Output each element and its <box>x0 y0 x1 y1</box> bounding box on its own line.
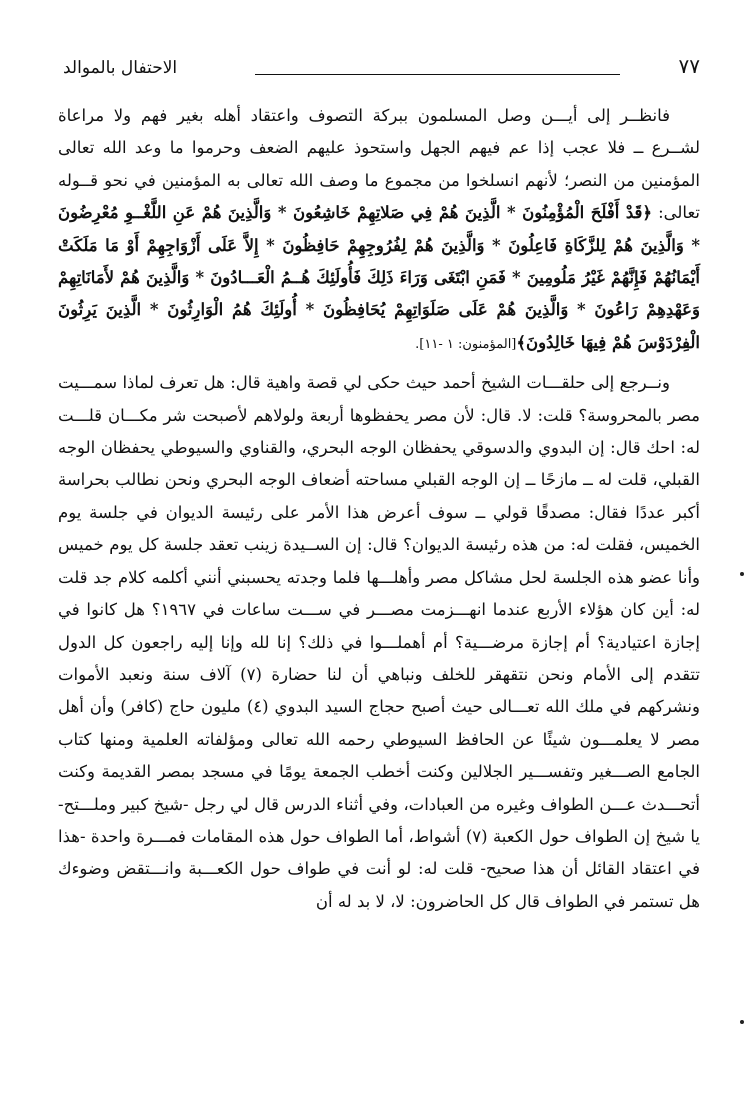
page-number: ٧٧ <box>678 54 700 78</box>
quran-verses: ﴿قَدْ أَفْلَحَ الْمُؤْمِنُونَ * الَّذِينَ هُمْ فِي صَلاتِهِمْ خَاشِعُونَ * وَالَّذِينَ هُمْ عَنِ اللَّغْــوِ مُعْرِضُونَ * وَالَّذِينَ هُمْ لِلزَّكَاةِ فَاعِلُونَ * وَالَّذِينَ هُمْ لِفُرُوجِهِمْ حَافِظُونَ * إِلاَّ عَلَى أَزْوَاجِهِمْ أَوْ مَا مَلَكَتْ أَيْمَانُهُمْ فَإِنَّهُمْ غَيْرُ مَلُومِينَ * فَمَنِ ابْتَغَى وَرَاءَ ذَلِكَ فَأُولَئِكَ هُــمُ الْعَـــادُونَ * وَالَّذِينَ هُمْ لأَمَانَاتِهِمْ وَعَهْدِهِمْ رَاعُونَ * وَالَّذِينَ هُمْ عَلَى صَلَوَاتِهِمْ يُحَافِظُونَ * أُولَئِكَ هُمُ الْوَارِثُونَ * الَّذِينَ يَرِثُونَ الْفِرْدَوْسَ هُمْ فِيهَا خَالِدُونَ﴾ <box>58 203 700 352</box>
verse-reference: [المؤمنون: ١ -١١]. <box>415 336 517 352</box>
margin-mark <box>740 572 744 576</box>
header-rule <box>255 74 620 75</box>
margin-mark <box>740 1020 744 1024</box>
page-body <box>58 100 700 918</box>
running-header <box>55 54 700 84</box>
intro-text: فانظــر إلى أيـــن وصل المسلمون ببركة التصوف واعتقاد أهله بغير فهم ولا مراعاة لشــرع ــ فلا عجب إذا عم فيهم الجهل واستحوذ عليهم الضعف وحرموا ما وعد الله تعالى المؤمنين من النصر؛ لأنهم انسلخوا من مجموع ما وصف الله تعالى به المؤمنين في نحو قــوله تعالى: <box>58 106 700 223</box>
paragraph-intro <box>58 100 700 361</box>
running-title: الاحتفال بالموالد <box>63 58 178 78</box>
paragraph-story: ونــرجع إلى حلقـــات الشيخ أحمد حيث حكى لي قصة واهية قال: هل تعرف لماذا سمـــيت مصر بالمحروسة؟ قلت: لا. قال: لأن مصر يحفظوها أربعة ولولاهم لأصبحت شر مكـــان قلـــت له: احك قال: إن البدوي والدسوقي يحفظان الوجه البحري، والقناوي والسيوطي يحفظان الوجه القبلي، قلت له ــ مازحًا ــ إن الوجه القبلي مساحته أضعاف الوجه البحري ونحن نطالب بحراسة أكبر عددًا فقال: مصدقًا قولي ــ سوف أعرض هذا الأمر على رئيسة الديوان في جلسة يوم الخميس، فقلت له: من هذه رئيسة الديوان؟ قال: إن الســيدة زينب تعقد جلسة كل يوم خميس وأنا عضو هذه الجلسة لحل مشاكل مصر وأهلـــها فلما وجدته يحسبني أنني أكلمه كلام جد قلت له: أين كان هؤلاء الأربع عندما انهـــزمت مصـــر في ســـت ساعات في ١٩٦٧؟ هل كانوا في إجازة اعتيادية؟ أم إجازة مرضـــية؟ أم أهملـــوا في ذلك؟ إنا لله وإنا إليه راجعون كل الدول تتقدم إلى الأمام ونحن نتقهقر للخلف ونباهي أن لنا حضارة (٧) آلاف سنة ونعبد الأموات ونشركهم في ملك الله تعـــالى حيث أصبح حجاج السيد البدوي (٤) مليون حاج (كافر) وأن أهل مصر لا يعلمـــون شيئًا عن الحافظ السيوطي رحمه الله تعالى ومؤلفاته العلمية ومنها كتاب الجامع الصـــغير وتفســـير الجلالين وكنت أخطب الجمعة يومًا في مسجد بمصر القديمة وكنت أتحـــدث عـــن الطواف وغيره من العبادات، وفي أثناء الدرس قال لي رجل -شيخ كبير وملـــتح- يا شيخ إن الطواف حول الكعبة (٧) أشواط، أما الطواف حول هذه المقامات فمـــرة واحدة -هذا في اعتقاد القائل أن هذا صحيح- قلت له: لو أنت في طواف حول الكعـــبة وانـــتقض وضوءك هل تستمر في الطواف قال كل الحاضرون: لا، لا بد له أن <box>58 373 701 911</box>
